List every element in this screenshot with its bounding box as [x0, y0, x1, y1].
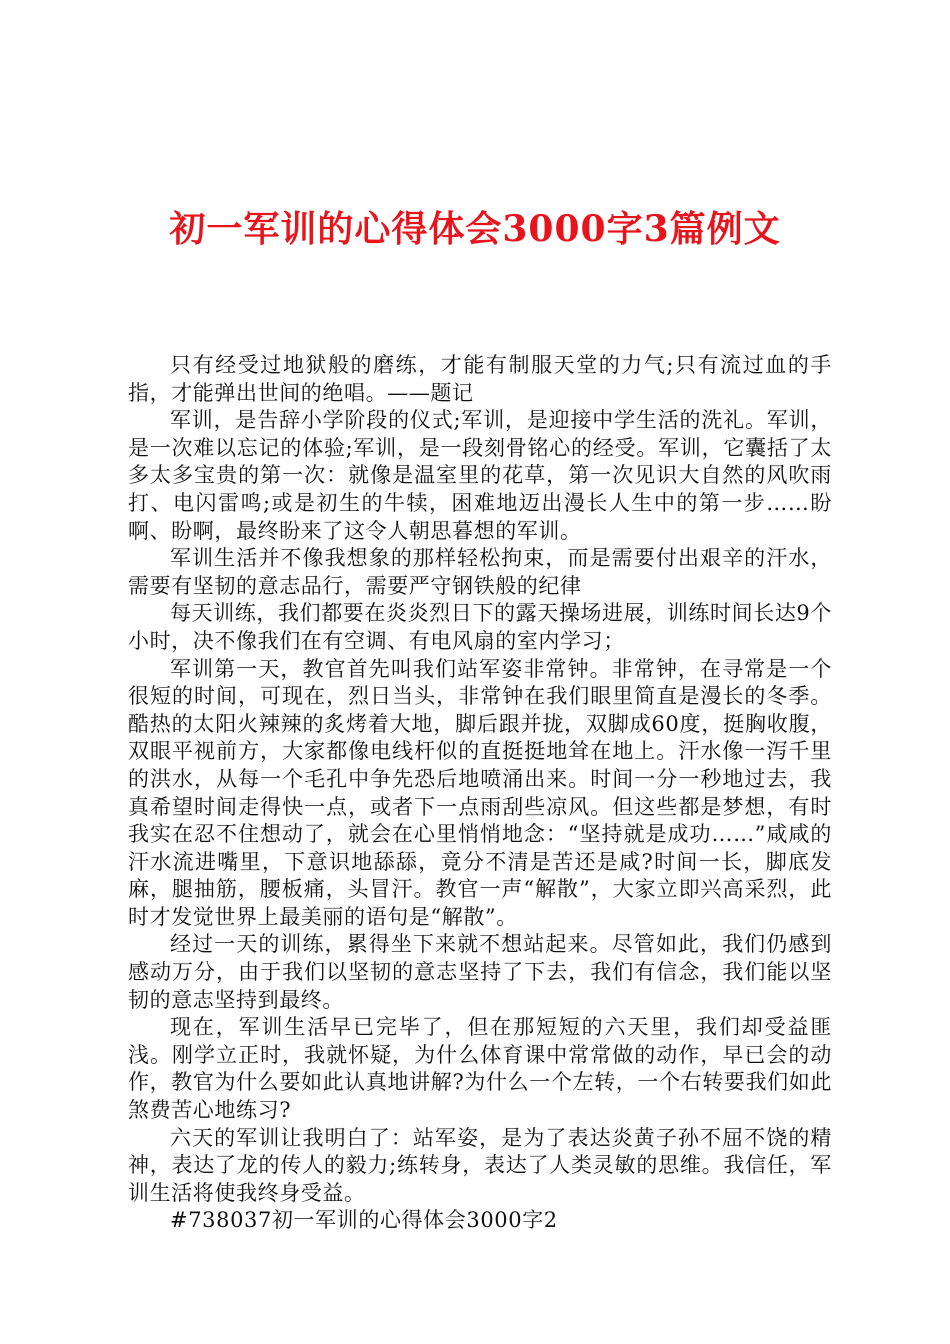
paragraph: 军训第一天，教官首先叫我们站军姿非常钟。非常钟，在寻常是一个很短的时间，可现在，烈日当头，非常钟在我们眼里简直是漫长的冬季。酷热的太阳火辣辣的炙烤着大地，脚后跟并拢，双脚成60度，挺胸收腹，双眼平视前方，大家都像电线杆似的直挺挺地耸在地上。汗水像一泻千里的洪水，从每一个毛孔中争先恐后地喷涌出来。时间一分一秒地过去，我真希望时间走得快一点，或者下一点雨刮些凉风。但这些都是梦想，有时我实在忍不住想动了，就会在心里悄悄地念：“坚持就是成功……”咸咸的汗水流进嘴里，下意识地舔舔，竟分不清是苦还是咸?时间一长，脚底发麻，腿抽筋，腰板痛，头冒汗。教官一声“解散”，大家立即兴高采烈，此时才发觉世界上最美丽的语句是“解散”。 — [128, 656, 832, 929]
document-body — [128, 352, 832, 1235]
paragraph-epigraph: 只有经受过地狱般的磨练，才能有制服天堂的力气;只有流过血的手指，才能弹出世间的绝唱。——题记 — [128, 353, 832, 405]
paragraph: 每天训练，我们都要在炎炎烈日下的露天操场进展，训练时间长达9个小时，决不像我们在有空调、有电风扇的室内学习； — [128, 601, 832, 653]
document-title: 初一军训的心得体会3000字3篇例文 — [169, 208, 781, 250]
paragraph: 六天的军训让我明白了：站军姿，是为了表达炎黄子孙不屈不饶的精神，表达了龙的传人的毅力;练转身，表达了人类灵敏的思维。我信任，军训生活将使我终身受益。 — [128, 1125, 832, 1205]
paragraph: 经过一天的训练，累得坐下来就不想站起来。尽管如此，我们仍感到感动万分，由于我们以坚韧的意志坚持了下去，我们有信念，我们能以坚韧的意志坚持到最终。 — [128, 932, 832, 1012]
paragraph: 现在，军训生活早已完毕了，但在那短短的六天里，我们却受益匪浅。刚学立正时，我就怀疑，为什么体育课中常常做的动作，早已会的动作，教官为什么要如此认真地讲解?为什么一个左转，一个右转要我们如此煞费苦心地练习? — [128, 1015, 832, 1123]
paragraph: 军训生活并不像我想象的那样轻松拘束，而是需要付出艰辛的汗水，需要有坚韧的意志品行，需要严守钢铁般的纪律 — [128, 546, 832, 598]
section-heading-next: #738037初一军训的心得体会3000字2 — [170, 1208, 558, 1233]
paragraph: 军训，是告辞小学阶段的仪式;军训，是迎接中学生活的洗礼。军训，是一次难以忘记的体验;军训，是一段刻骨铭心的经受。军训，它囊括了太多太多宝贵的第一次：就像是温室里的花草，第一次见识大自然的风吹雨打、电闪雷鸣;或是初生的牛犊，困难地迈出漫长人生中的第一步……盼啊、盼啊，最终盼来了这令人朝思暮想的军训。 — [128, 408, 832, 543]
